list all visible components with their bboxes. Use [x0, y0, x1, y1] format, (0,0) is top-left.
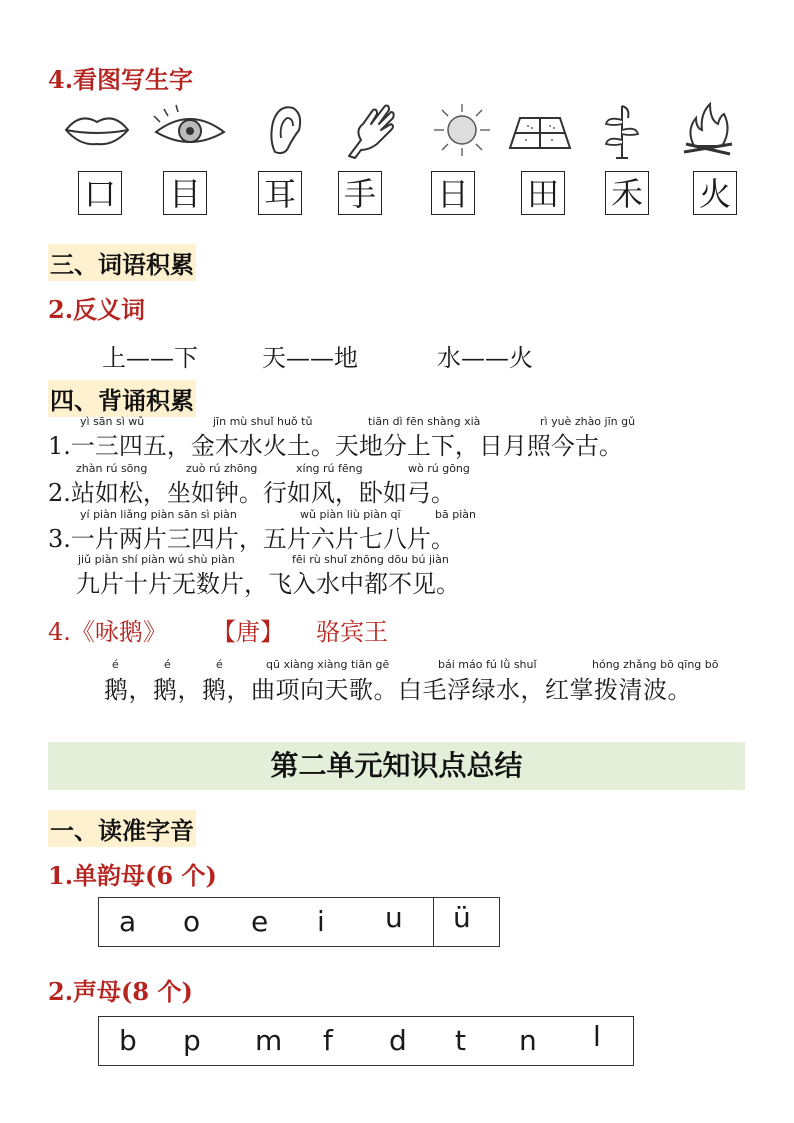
pinyin: qū xiàng xiàng tiān gē [266, 658, 390, 671]
poem-text: 鹅，鹅，鹅，曲项向天歌。白毛浮绿水，红掌拨清波。 [104, 676, 692, 704]
char-box: 目 [163, 171, 207, 215]
initial: l [593, 1020, 601, 1053]
grain-icon [600, 100, 644, 160]
initial: f [323, 1024, 333, 1057]
antonym-title: 2.反义词 [48, 295, 146, 324]
pinyin: xíng rú fēng [296, 462, 363, 475]
char-box: 禾 [605, 171, 649, 215]
char-box: 手 [338, 171, 382, 215]
poem-author: 骆宾王 [316, 618, 388, 646]
pinyin: rì yuè zhào jīn gǔ [540, 415, 636, 428]
poem-dynasty: 【唐】 [212, 618, 284, 646]
vowel: a [119, 905, 137, 938]
eye-icon [150, 100, 230, 160]
antonym-pair: 上——下 [102, 344, 198, 372]
ear-icon [265, 100, 305, 160]
hand-icon [343, 100, 399, 160]
pinyin: hóng zhǎng bō qīng bō [592, 658, 719, 671]
pinyin: é [112, 658, 119, 671]
initial: p [183, 1024, 201, 1057]
initials-box [98, 1016, 634, 1066]
pinyin: wò rú gōng [408, 462, 470, 475]
vowel: ü [453, 901, 471, 934]
pinyin: jīn mù shuǐ huǒ tǔ [213, 415, 313, 428]
pinyin: é [216, 658, 223, 671]
pinyin: bā piàn [435, 508, 476, 521]
recite-line-2: 2.站如松，坐如钟。行如风，卧如弓。 [48, 479, 455, 507]
recite-line-1: 1.一三四五，金木水火土。天地分上下，日月照今古。 [48, 432, 623, 460]
char-box: 田 [521, 171, 565, 215]
part4-heading: 四、背诵积累 [48, 380, 196, 417]
char-box: 耳 [258, 171, 302, 215]
field-icon [506, 100, 574, 160]
vowel: i [317, 905, 325, 938]
initial: m [255, 1024, 283, 1057]
pinyin: wǔ piàn liù piàn qī [300, 508, 401, 521]
fire-icon [680, 100, 736, 160]
char-box: 日 [431, 171, 475, 215]
vowels-box [98, 897, 500, 947]
pinyin: jiǔ piàn shí piàn wú shù piàn [78, 553, 235, 566]
pinyin: é [164, 658, 171, 671]
vowel: u [385, 901, 403, 934]
pinyin: bái máo fú lǜ shuǐ [438, 658, 537, 671]
vowels-title: 1.单韵母(6 个) [48, 861, 217, 890]
part3-heading: 三、词语积累 [48, 244, 196, 281]
pinyin: yì sān sì wǔ [80, 415, 145, 428]
initial: n [519, 1024, 537, 1057]
unit2-banner: 第二单元知识点总结 [48, 742, 745, 790]
pinyin: zhàn rú sōng [76, 462, 148, 475]
sun-icon [430, 100, 494, 160]
pinyin: fēi rù shuǐ zhōng dōu bú jiàn [292, 553, 449, 566]
poem-title: 4.《咏鹅》 [48, 618, 167, 646]
unit2-part1-heading: 一、读准字音 [48, 810, 196, 847]
char-box: 口 [78, 171, 122, 215]
antonym-pair: 水——火 [437, 344, 533, 372]
pinyin: yí piàn liǎng piàn sān sì piàn [80, 508, 237, 521]
pinyin: zuò rú zhōng [186, 462, 258, 475]
initial: t [455, 1024, 466, 1057]
initial: b [119, 1024, 137, 1057]
antonym-pair: 天——地 [262, 344, 358, 372]
vowel: e [251, 905, 269, 938]
initials-title: 2.声母(8 个) [48, 977, 193, 1006]
char-box: 火 [693, 171, 737, 215]
initial: d [389, 1024, 407, 1057]
mouth-icon [62, 100, 132, 160]
recite-line-3: 3.一片两片三四片，五片六片七八片。 [48, 525, 455, 553]
divider [433, 898, 434, 946]
pinyin: tiān dì fēn shàng xià [368, 415, 481, 428]
recite-line-4: 九片十片无数片，飞入水中都不见。 [76, 570, 460, 598]
vowel: o [183, 905, 201, 938]
section-title: 4.看图写生字 [48, 65, 194, 94]
